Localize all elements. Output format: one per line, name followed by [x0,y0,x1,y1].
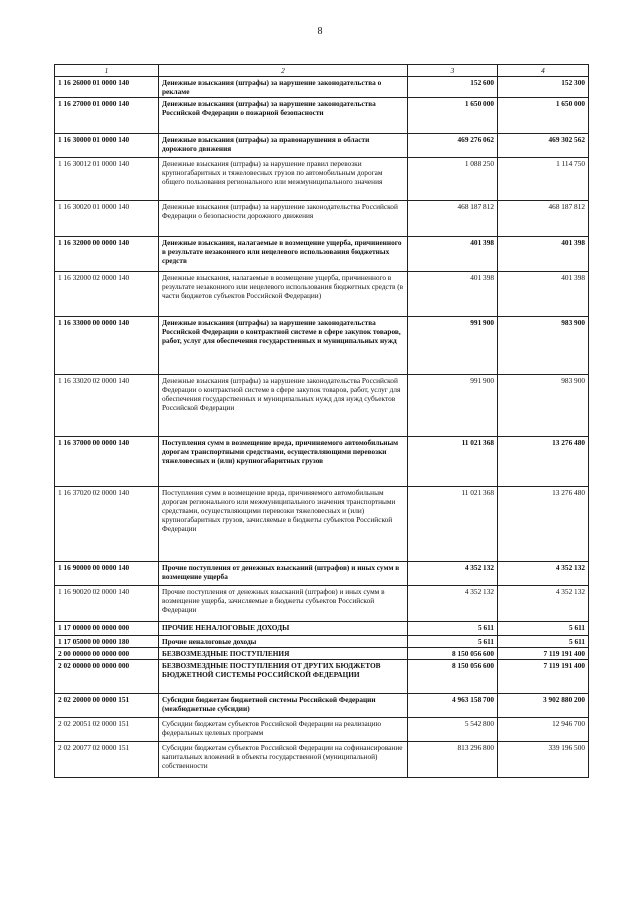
table-row [55,201,589,237]
budget-code-cell: 1 16 90000 00 0000 140 [55,562,159,586]
amount-year1-cell: 8 150 056 600 [408,648,498,660]
table-row [55,694,589,718]
description-cell: Денежные взыскания (штрафы) за правонарушения в области дорожного движения [159,134,408,158]
table-row [55,158,589,201]
amount-year2-cell: 12 946 700 [498,718,589,742]
description-cell: БЕЗВОЗМЕЗДНЫЕ ПОСТУПЛЕНИЯ [159,648,408,660]
description-cell: Поступления сумм в возмещение вреда, причиняемого автомобильным дорогам регионального или межмуниципального значения транспортными средствами, осуществляющими перевозки тяжеловесных и (или) крупногабаритных грузов, зачисляемые в бюджеты субъектов Российской Федерации [159,487,408,562]
description-cell: Денежные взыскания (штрафы) за нарушение законодательства о рекламе [159,77,408,98]
amount-year2-cell: 983 900 [498,317,589,375]
budget-code-cell: 2 02 20000 00 0000 151 [55,694,159,718]
column-number-row [55,65,589,77]
amount-year2-cell: 1 114 750 [498,158,589,201]
table-row [55,622,589,636]
amount-year1-cell: 4 352 132 [408,562,498,586]
table-row [55,648,589,660]
column-number: 4 [498,65,589,77]
budget-code-cell: 2 00 00000 00 0000 000 [55,648,159,660]
amount-year1-cell: 5 611 [408,636,498,648]
column-number: 2 [159,65,408,77]
budget-code-cell: 1 17 00000 00 0000 000 [55,622,159,636]
budget-code-cell: 1 16 27000 01 0000 140 [55,98,159,134]
table-row [55,98,589,134]
table-row [55,660,589,694]
description-cell: Поступления сумм в возмещение вреда, причиняемого автомобильным дорогам транспортными средствами, осуществляющими перевозки тяжеловесных и (или) крупногабаритных грузов [159,437,408,487]
description-cell: Субсидии бюджетам субъектов Российской Федерации на софинансирование капитальных вложений в объекты государственной (муниципальной) собственности [159,742,408,778]
amount-year2-cell: 13 276 480 [498,437,589,487]
amount-year2-cell: 152 300 [498,77,589,98]
column-number: 3 [408,65,498,77]
amount-year1-cell: 401 398 [408,237,498,272]
amount-year2-cell: 469 302 562 [498,134,589,158]
budget-revenue-table [54,64,589,778]
amount-year1-cell: 4 963 158 700 [408,694,498,718]
amount-year1-cell: 401 398 [408,272,498,317]
table-body [55,77,589,778]
amount-year2-cell: 401 398 [498,237,589,272]
table-row [55,742,589,778]
amount-year2-cell: 3 902 880 200 [498,694,589,718]
table-row [55,636,589,648]
amount-year2-cell: 468 187 812 [498,201,589,237]
amount-year1-cell: 5 542 800 [408,718,498,742]
budget-code-cell: 1 16 30012 01 0000 140 [55,158,159,201]
amount-year2-cell: 339 196 500 [498,742,589,778]
amount-year2-cell: 401 398 [498,272,589,317]
budget-code-cell: 1 16 30000 01 0000 140 [55,134,159,158]
amount-year2-cell: 5 611 [498,636,589,648]
amount-year1-cell: 468 187 812 [408,201,498,237]
amount-year1-cell: 1 088 250 [408,158,498,201]
amount-year1-cell: 813 296 800 [408,742,498,778]
budget-code-cell: 1 16 37000 00 0000 140 [55,437,159,487]
description-cell: Субсидии бюджетам субъектов Российской Федерации на реализацию федеральных целевых программ [159,718,408,742]
description-cell: ПРОЧИЕ НЕНАЛОГОВЫЕ ДОХОДЫ [159,622,408,636]
table-row [55,272,589,317]
budget-code-cell: 1 16 26000 01 0000 140 [55,77,159,98]
table-row [55,718,589,742]
description-cell: Денежные взыскания (штрафы) за нарушение законодательства Российской Федерации о контрактной системе в сфере закупок товаров, работ, услуг для обеспечения государственных и муниципальных нужд [159,317,408,375]
amount-year1-cell: 11 021 368 [408,437,498,487]
table-row [55,237,589,272]
budget-code-cell: 1 16 33000 00 0000 140 [55,317,159,375]
amount-year1-cell: 5 611 [408,622,498,636]
description-cell: Прочие поступления от денежных взысканий (штрафов) и иных сумм в возмещение ущерба, зачисляемые в бюджеты субъектов Российской Федерации [159,586,408,622]
amount-year1-cell: 469 276 062 [408,134,498,158]
budget-code-cell: 1 16 32000 02 0000 140 [55,272,159,317]
table-row [55,487,589,562]
column-number: 1 [55,65,159,77]
amount-year2-cell: 5 611 [498,622,589,636]
amount-year1-cell: 991 900 [408,317,498,375]
amount-year2-cell: 7 119 191 400 [498,648,589,660]
description-cell: Денежные взыскания (штрафы) за нарушение законодательства Российской Федерации о контрактной системе в сфере закупок товаров, работ, услуг для обеспечения государственных и муниципальных нужд для нужд субъектов Российской Федерации [159,375,408,437]
description-cell: Субсидии бюджетам бюджетной системы Российской Федерации (межбюджетные субсидии) [159,694,408,718]
table-row [55,375,589,437]
description-cell: Денежные взыскания (штрафы) за нарушение правил перевозки крупногабаритных и тяжеловесных грузов по автомобильным дорогам общего пользования регионального или межмуниципального значения [159,158,408,201]
budget-code-cell: 1 16 30020 01 0000 140 [55,201,159,237]
description-cell: Денежные взыскания (штрафы) за нарушение законодательства Российской Федерации о безопасности дорожного движения [159,201,408,237]
description-cell: БЕЗВОЗМЕЗДНЫЕ ПОСТУПЛЕНИЯ ОТ ДРУГИХ БЮДЖЕТОВ БЮДЖЕТНОЙ СИСТЕМЫ РОССИЙСКОЙ ФЕДЕРАЦИИ [159,660,408,694]
budget-code-cell: 1 16 33020 02 0000 140 [55,375,159,437]
table-row [55,586,589,622]
budget-code-cell: 2 02 20051 02 0000 151 [55,718,159,742]
budget-code-cell: 1 16 32000 00 0000 140 [55,237,159,272]
page-number: 8 [317,26,323,37]
budget-code-cell: 2 02 00000 00 0000 000 [55,660,159,694]
amount-year2-cell: 4 352 132 [498,586,589,622]
amount-year1-cell: 152 600 [408,77,498,98]
description-cell: Денежные взыскания, налагаемые в возмещение ущерба, причиненного в результате незаконного или нецелевого использования бюджетных средств (в части бюджетов субъектов Российской Федерации) [159,272,408,317]
amount-year2-cell: 4 352 132 [498,562,589,586]
description-cell: Прочие неналоговые доходы [159,636,408,648]
table-row [55,562,589,586]
budget-code-cell: 1 16 90020 02 0000 140 [55,586,159,622]
amount-year2-cell: 13 276 480 [498,487,589,562]
table-row [55,317,589,375]
budget-code-cell: 2 02 20077 02 0000 151 [55,742,159,778]
amount-year1-cell: 4 352 132 [408,586,498,622]
amount-year1-cell: 1 650 000 [408,98,498,134]
amount-year2-cell: 1 650 000 [498,98,589,134]
amount-year2-cell: 983 900 [498,375,589,437]
description-cell: Прочие поступления от денежных взысканий (штрафов) и иных сумм в возмещение ущерба [159,562,408,586]
description-cell: Денежные взыскания, налагаемые в возмещение ущерба, причиненного в результате незаконного или нецелевого использования бюджетных средств [159,237,408,272]
table-row [55,437,589,487]
description-cell: Денежные взыскания (штрафы) за нарушение законодательства Российской Федерации о пожарной безопасности [159,98,408,134]
budget-code-cell: 1 16 37020 02 0000 140 [55,487,159,562]
table-row [55,134,589,158]
amount-year1-cell: 8 150 056 600 [408,660,498,694]
amount-year1-cell: 11 021 368 [408,487,498,562]
amount-year2-cell: 7 119 191 400 [498,660,589,694]
budget-code-cell: 1 17 05000 00 0000 180 [55,636,159,648]
table-row [55,77,589,98]
amount-year1-cell: 991 900 [408,375,498,437]
